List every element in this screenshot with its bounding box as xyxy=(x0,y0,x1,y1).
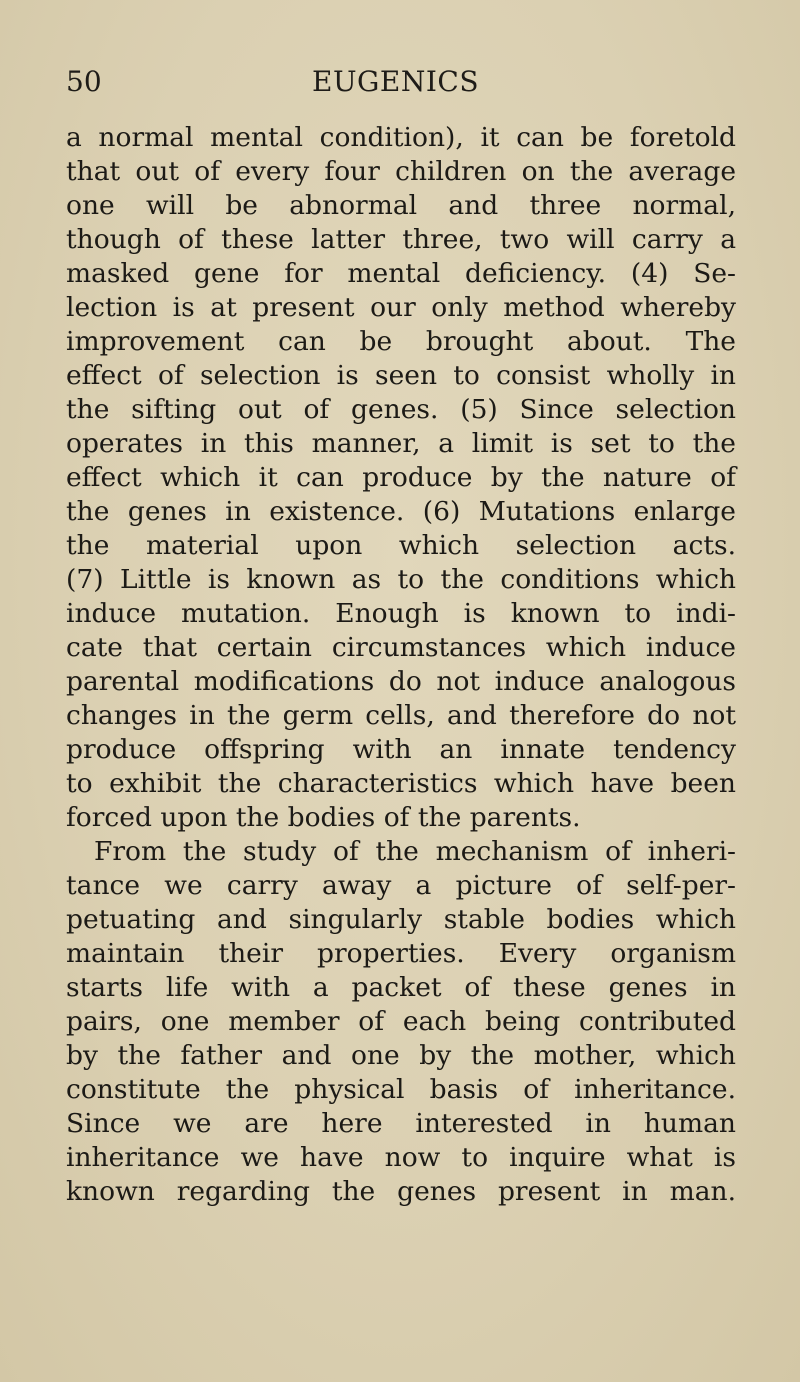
text-line: by the father and one by the mother, which xyxy=(66,1040,736,1071)
text-line: (7) Little is known as to the conditions which xyxy=(66,564,736,595)
text-line: petuating and singularly stable bodies which xyxy=(66,904,736,935)
text-line: tance we carry away a picture of self-per- xyxy=(66,870,736,901)
text-line: one will be abnormal and three normal, xyxy=(66,190,736,221)
body-text xyxy=(66,121,736,1209)
page-number: 50 xyxy=(66,65,102,98)
text-line: the sifting out of genes. (5) Since selection xyxy=(66,394,736,425)
text-line: induce mutation. Enough is known to indi- xyxy=(66,598,736,629)
text-line: effect which it can produce by the nature of xyxy=(66,462,736,493)
text-line: inheritance we have now to inquire what is xyxy=(66,1142,736,1173)
text-line: Since we are here interested in human xyxy=(66,1108,736,1139)
text-line: constitute the physical basis of inheritance. xyxy=(66,1074,736,1105)
text-line: cate that certain circumstances which induce xyxy=(66,632,736,663)
text-line: to exhibit the characteristics which have been xyxy=(66,768,736,799)
text-line: the genes in existence. (6) Mutations enlarge xyxy=(66,496,736,527)
text-line: starts life with a packet of these genes in xyxy=(66,972,736,1003)
text-line: the material upon which selection acts. xyxy=(66,530,736,561)
text-line: known regarding the genes present in man. xyxy=(66,1176,736,1207)
running-title: EUGENICS xyxy=(312,65,480,98)
text-line: maintain their properties. Every organism xyxy=(66,938,736,969)
page-header xyxy=(66,62,734,102)
text-line: that out of every four children on the average xyxy=(66,156,736,187)
text-line: though of these latter three, two will carry a xyxy=(66,224,736,255)
paragraph-end-line: forced upon the bodies of the parents. xyxy=(66,802,581,833)
text-line: improvement can be brought about. The xyxy=(66,326,736,357)
text-line: a normal mental condition), it can be foretold xyxy=(66,122,736,153)
paragraph-start-line: From the study of the mechanism of inheri- xyxy=(94,836,736,867)
text-line: masked gene for mental deficiency. (4) Se- xyxy=(66,258,736,289)
text-line: lection is at present our only method whereby xyxy=(66,292,736,323)
text-line: effect of selection is seen to consist wholly in xyxy=(66,360,736,391)
text-line: parental modifications do not induce analogous xyxy=(66,666,736,697)
text-line: produce offspring with an innate tendency xyxy=(66,734,736,765)
text-line: operates in this manner, a limit is set to the xyxy=(66,428,736,459)
text-line: pairs, one member of each being contributed xyxy=(66,1006,736,1037)
text-line: changes in the germ cells, and therefore do not xyxy=(66,700,736,731)
